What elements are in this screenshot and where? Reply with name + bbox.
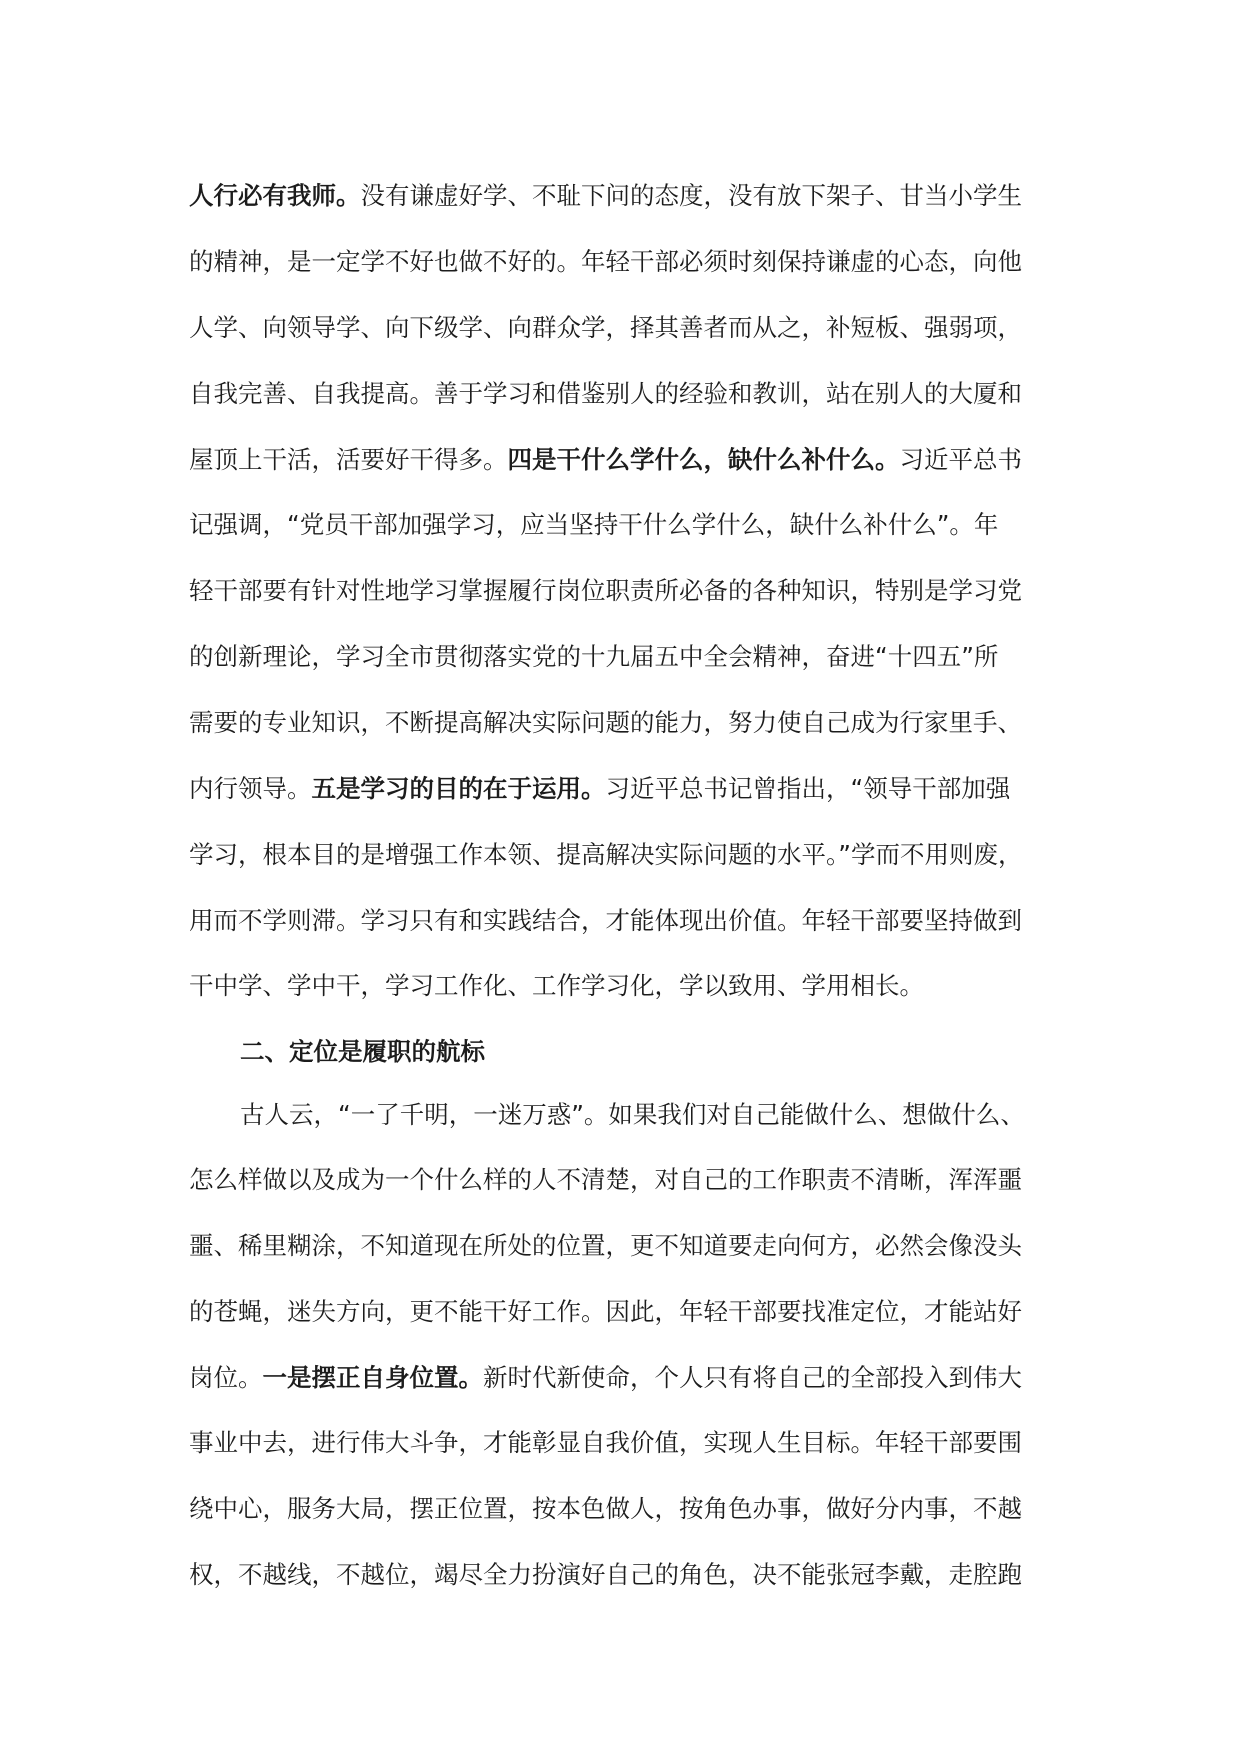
bold-point-five: 五是学习的目的在于运用。 (311, 774, 606, 803)
body-line: 绕中心，服务大局，摆正位置，按本色做人，按角色办事，做好分内事，不越 (189, 1494, 1022, 1523)
line-text: 岗位。 (189, 1363, 263, 1392)
body-line: 事业中去，进行伟大斗争，才能彰显自我价值，实现人生目标。年轻干部要围 (189, 1428, 1022, 1457)
body-line: 的苍蝇，迷失方向，更不能干好工作。因此，年轻干部要找准定位，才能站好 (189, 1297, 1022, 1326)
line-text: 习近平总书记曾指出，“领导干部加强 (605, 774, 1011, 803)
body-line: 怎么样做以及成为一个什么样的人不清楚，对自己的工作职责不清晰，浑浑噩 (189, 1165, 1022, 1194)
body-line: 干中学、学中干，学习工作化、工作学习化，学以致用、学用相长。 (189, 971, 924, 1000)
body-line: 用而不学则滞。学习只有和实践结合，才能体现出价值。年轻干部要坚持做到 (189, 906, 1022, 935)
body-line: 学习，根本目的是增强工作本领、提高解决实际问题的水平。”学而不用则废， (189, 840, 1023, 869)
paragraph-first-line: 古人云，“一了千明，一迷万惑”。如果我们对自己能做什么、想做什么、 (240, 1100, 1025, 1129)
body-line: 人学、向领导学、向下级学、向群众学，择其善者而从之，补短板、强弱项， (189, 313, 1022, 342)
body-line: 需要的专业知识，不断提高解决实际问题的能力，努力使自己成为行家里手、 (189, 708, 1022, 737)
body-line: 轻干部要有针对性地学习掌握履行岗位职责所必备的各种知识，特别是学习党 (189, 576, 1022, 605)
line-text: 新时代新使命，个人只有将自己的全部投入到伟大 (483, 1363, 1022, 1392)
body-line (189, 176, 1089, 216)
body-line (189, 440, 1089, 480)
body-line: 的精神，是一定学不好也做不好的。年轻干部必须时刻保持谦虚的心态，向他 (189, 247, 1022, 276)
body-line (189, 769, 1089, 809)
bold-point-four: 四是干什么学什么，缺什么补什么。 (507, 445, 900, 474)
section-heading: 二、定位是履职的航标 (240, 1037, 485, 1066)
body-line: 自我完善、自我提高。善于学习和借鉴别人的经验和教训，站在别人的大厦和 (189, 379, 1022, 408)
body-line: 的创新理论，学习全市贯彻落实党的十九届五中全会精神，奋进“十四五”所 (189, 642, 999, 671)
bold-point-one: 一是摆正自身位置。 (262, 1363, 483, 1392)
bold-lead-phrase: 人行必有我师。 (189, 181, 361, 210)
body-line: 权，不越线，不越位，竭尽全力扮演好自己的角色，决不能张冠李戴，走腔跑 (189, 1560, 1022, 1589)
body-line (189, 1358, 1089, 1398)
line-text: 没有谦虚好学、不耻下问的态度，没有放下架子、甘当小学生 (360, 181, 1022, 210)
line-text: 习近平总书 (899, 445, 1022, 474)
line-text: 内行领导。 (189, 774, 312, 803)
body-line: 记强调，“党员干部加强学习，应当坚持干什么学什么，缺什么补什么”。年 (189, 510, 999, 539)
body-line: 噩、稀里糊涂，不知道现在所处的位置，更不知道要走向何方，必然会像没头 (189, 1231, 1022, 1260)
line-text: 屋顶上干活，活要好干得多。 (189, 445, 508, 474)
